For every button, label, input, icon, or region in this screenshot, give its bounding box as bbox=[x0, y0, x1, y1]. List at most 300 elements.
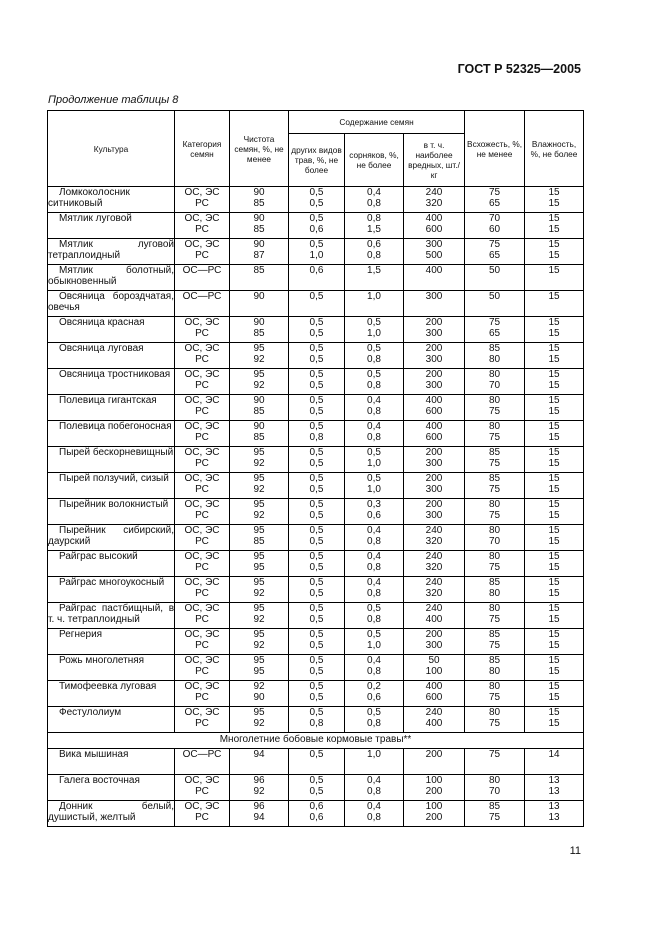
crop-name bbox=[48, 395, 175, 421]
weeds-cell-value: 0,4 bbox=[367, 775, 381, 786]
moisture-cell bbox=[525, 239, 584, 265]
category-cell bbox=[175, 707, 230, 733]
purity-cell-value: 95 bbox=[253, 473, 265, 484]
moisture-cell bbox=[525, 317, 584, 343]
weeds-cell-value: 0,4 bbox=[367, 577, 381, 588]
other-species-cell bbox=[289, 655, 345, 681]
other-species-cell bbox=[289, 265, 345, 291]
crop-name-text: Донник белый, душистый, желтый bbox=[48, 801, 174, 823]
weeds-cell bbox=[345, 749, 404, 775]
purity-cell-value: 92 bbox=[253, 786, 265, 797]
germination-cell-value: 70 bbox=[488, 536, 501, 547]
purity-cell-value: 95 bbox=[253, 551, 265, 562]
germination-cell-value: 80 bbox=[488, 681, 501, 692]
other-species-cell-value: 1,0 bbox=[309, 250, 324, 261]
crop-name bbox=[48, 707, 175, 733]
other-species-cell-value: 0,5 bbox=[309, 198, 324, 209]
moisture-cell-value: 13 bbox=[548, 801, 560, 812]
purity-cell bbox=[230, 395, 289, 421]
table-row bbox=[48, 551, 584, 577]
crop-name bbox=[48, 317, 175, 343]
moisture-cell-value: 15 bbox=[548, 692, 560, 703]
moisture-cell-value: 15 bbox=[548, 718, 560, 729]
weeds-cell bbox=[345, 369, 404, 395]
other-species-cell bbox=[289, 187, 345, 213]
other-species-cell bbox=[289, 213, 345, 239]
weeds-cell-value: 0,3 bbox=[367, 499, 381, 510]
harmful-cell bbox=[404, 525, 465, 551]
germination-cell-value: 70 bbox=[488, 213, 501, 224]
other-species-cell-value: 0,6 bbox=[309, 801, 324, 812]
table-row bbox=[48, 749, 584, 775]
document-code: ГОСТ Р 52325—2005 bbox=[457, 62, 581, 76]
purity-cell bbox=[230, 577, 289, 603]
category-cell-value: ОС, ЭС bbox=[184, 629, 220, 640]
table-row bbox=[48, 577, 584, 603]
harmful-cell-value: 240 bbox=[425, 707, 443, 718]
category-cell-value: ОС, ЭС bbox=[184, 577, 220, 588]
crop-name-text: Пырейник волокнистый bbox=[59, 499, 169, 510]
weeds-cell-value: 0,5 bbox=[367, 343, 381, 354]
purity-cell-value: 87 bbox=[253, 250, 265, 261]
header-other-species: других видов трав, %, не более bbox=[289, 134, 345, 187]
crop-name-text: Пырей бескорневищный bbox=[59, 447, 174, 458]
other-species-cell-value: 0,5 bbox=[309, 380, 324, 391]
weeds-cell bbox=[345, 707, 404, 733]
weeds-cell-value: 0,5 bbox=[367, 603, 381, 614]
harmful-cell bbox=[404, 603, 465, 629]
moisture-cell-value: 15 bbox=[548, 681, 560, 692]
harmful-cell-value: 200 bbox=[425, 369, 443, 380]
harmful-cell bbox=[404, 395, 465, 421]
crop-name-text: Пырейник сибирский, даурский bbox=[48, 525, 174, 547]
weeds-cell-value: 1,0 bbox=[367, 291, 381, 302]
harmful-cell bbox=[404, 421, 465, 447]
purity-cell-value: 95 bbox=[253, 707, 265, 718]
category-cell-value: РС bbox=[195, 406, 209, 417]
moisture-cell bbox=[525, 395, 584, 421]
purity-cell-value: 95 bbox=[253, 369, 265, 380]
category-cell-value: РС bbox=[195, 328, 209, 339]
weeds-cell-value: 1,0 bbox=[367, 328, 381, 339]
purity-cell-value: 96 bbox=[253, 801, 265, 812]
moisture-cell-value: 15 bbox=[548, 499, 560, 510]
weeds-cell-value: 0,6 bbox=[367, 510, 381, 521]
moisture-cell-value: 15 bbox=[548, 343, 560, 354]
moisture-cell-value: 15 bbox=[548, 640, 560, 651]
harmful-cell bbox=[404, 343, 465, 369]
category-cell-value: РС bbox=[195, 380, 209, 391]
table-body-grasses bbox=[48, 187, 584, 733]
crop-name-text: Фестулолиум bbox=[59, 707, 122, 718]
weeds-cell-value: 0,8 bbox=[367, 614, 381, 625]
harmful-cell-value: 400 bbox=[425, 681, 443, 692]
purity-cell bbox=[230, 369, 289, 395]
germination-cell-value: 70 bbox=[488, 380, 501, 391]
crop-name-text: Райграс многоукосный bbox=[59, 577, 165, 588]
other-species-cell-value: 0,5 bbox=[309, 291, 324, 302]
category-cell bbox=[175, 603, 230, 629]
category-cell-value: ОС, ЭС bbox=[184, 343, 220, 354]
germination-cell-value: 85 bbox=[488, 655, 501, 666]
category-cell-value: РС bbox=[195, 250, 209, 261]
other-species-cell-value: 0,5 bbox=[309, 343, 324, 354]
other-species-cell-value: 0,5 bbox=[309, 328, 324, 339]
moisture-cell bbox=[525, 525, 584, 551]
table-row bbox=[48, 603, 584, 629]
germination-cell-value: 80 bbox=[488, 603, 501, 614]
category-cell bbox=[175, 291, 230, 317]
germination-cell-value: 80 bbox=[488, 525, 501, 536]
harmful-cell-value: 320 bbox=[425, 198, 443, 209]
weeds-cell-value: 0,8 bbox=[367, 536, 381, 547]
category-cell-value: РС bbox=[195, 198, 209, 209]
harmful-cell bbox=[404, 473, 465, 499]
harmful-cell-value: 320 bbox=[425, 536, 443, 547]
weeds-cell-value: 1,0 bbox=[367, 749, 381, 760]
purity-cell-value: 92 bbox=[253, 354, 265, 365]
germination-cell-value: 80 bbox=[488, 499, 501, 510]
purity-cell-value: 90 bbox=[253, 692, 265, 703]
germination-cell-value: 75 bbox=[488, 432, 501, 443]
category-cell-value: РС bbox=[195, 588, 209, 599]
category-cell bbox=[175, 421, 230, 447]
other-species-cell-value: 0,5 bbox=[309, 395, 324, 406]
weeds-cell bbox=[345, 421, 404, 447]
weeds-cell-value: 1,0 bbox=[367, 458, 381, 469]
purity-cell-value: 95 bbox=[253, 655, 265, 666]
weeds-cell-value: 0,8 bbox=[367, 588, 381, 599]
section-header: Многолетние бобовые кормовые травы** bbox=[48, 733, 584, 749]
crop-name-text: Овсяница красная bbox=[59, 317, 145, 328]
weeds-cell bbox=[345, 655, 404, 681]
moisture-cell-value: 15 bbox=[548, 213, 560, 224]
purity-cell-value: 95 bbox=[253, 525, 265, 536]
weeds-cell-value: 0,4 bbox=[367, 551, 381, 562]
moisture-cell bbox=[525, 655, 584, 681]
other-species-cell bbox=[289, 291, 345, 317]
other-species-cell-value: 0,8 bbox=[309, 432, 324, 443]
other-species-cell bbox=[289, 473, 345, 499]
purity-cell-value: 85 bbox=[253, 536, 265, 547]
germination-cell-value: 85 bbox=[488, 801, 501, 812]
category-cell-value: ОС—РС bbox=[182, 291, 222, 302]
crop-name bbox=[48, 239, 175, 265]
harmful-cell-value: 400 bbox=[425, 421, 443, 432]
harmful-cell-value: 200 bbox=[425, 447, 443, 458]
purity-cell-value: 92 bbox=[253, 510, 265, 521]
moisture-cell-value: 15 bbox=[548, 614, 560, 625]
moisture-cell bbox=[525, 629, 584, 655]
weeds-cell bbox=[345, 291, 404, 317]
other-species-cell-value: 0,5 bbox=[309, 317, 324, 328]
germination-cell-value: 75 bbox=[488, 510, 501, 521]
moisture-cell-value: 13 bbox=[548, 812, 560, 823]
category-cell bbox=[175, 801, 230, 827]
purity-cell bbox=[230, 187, 289, 213]
other-species-cell bbox=[289, 775, 345, 801]
harmful-cell-value: 240 bbox=[425, 603, 443, 614]
purity-cell-value: 90 bbox=[253, 239, 265, 250]
purity-cell-value: 95 bbox=[253, 577, 265, 588]
harmful-cell-value: 600 bbox=[425, 692, 443, 703]
moisture-cell bbox=[525, 291, 584, 317]
header-germination: Всхожесть, %, не менее bbox=[465, 111, 525, 187]
other-species-cell-value: 0,5 bbox=[309, 775, 324, 786]
category-cell-value: РС bbox=[195, 484, 209, 495]
purity-cell-value: 90 bbox=[253, 421, 265, 432]
harmful-cell bbox=[404, 265, 465, 291]
other-species-cell-value: 0,5 bbox=[309, 510, 324, 521]
purity-cell-value: 92 bbox=[253, 588, 265, 599]
purity-cell-value: 90 bbox=[253, 395, 265, 406]
germination-cell bbox=[465, 499, 525, 525]
other-species-cell-value: 0,5 bbox=[309, 525, 324, 536]
harmful-cell-value: 100 bbox=[425, 666, 443, 677]
moisture-cell bbox=[525, 681, 584, 707]
table-caption: Продолжение таблицы 8 bbox=[48, 94, 179, 106]
moisture-cell-value: 15 bbox=[548, 317, 560, 328]
germination-cell bbox=[465, 603, 525, 629]
category-cell bbox=[175, 265, 230, 291]
purity-cell-value: 90 bbox=[253, 187, 265, 198]
germination-cell-value: 85 bbox=[488, 577, 501, 588]
category-cell-value: ОС, ЭС bbox=[184, 421, 220, 432]
crop-name bbox=[48, 421, 175, 447]
table-row bbox=[48, 343, 584, 369]
category-cell-value: РС bbox=[195, 786, 209, 797]
moisture-cell-value: 15 bbox=[548, 369, 560, 380]
category-cell-value: ОС, ЭС bbox=[184, 369, 220, 380]
crop-name-text: Ломкоколосник ситниковый bbox=[48, 187, 130, 209]
table-row bbox=[48, 265, 584, 291]
purity-cell-value: 95 bbox=[253, 343, 265, 354]
weeds-cell bbox=[345, 801, 404, 827]
harmful-cell-value: 240 bbox=[425, 187, 443, 198]
harmful-cell-value: 300 bbox=[425, 328, 443, 339]
crop-name bbox=[48, 629, 175, 655]
category-cell-value: ОС, ЭС bbox=[184, 707, 220, 718]
germination-cell-value: 50 bbox=[488, 265, 501, 276]
category-cell bbox=[175, 681, 230, 707]
moisture-cell-value: 15 bbox=[548, 484, 560, 495]
other-species-cell bbox=[289, 317, 345, 343]
purity-cell-value: 92 bbox=[253, 614, 265, 625]
moisture-cell bbox=[525, 801, 584, 827]
category-cell-value: ОС, ЭС bbox=[184, 317, 220, 328]
header-category: Категория семян bbox=[175, 111, 230, 187]
category-cell-value: РС bbox=[195, 640, 209, 651]
category-cell bbox=[175, 629, 230, 655]
harmful-cell-value: 200 bbox=[425, 629, 443, 640]
other-species-cell bbox=[289, 629, 345, 655]
moisture-cell-value: 15 bbox=[548, 666, 560, 677]
harmful-cell bbox=[404, 801, 465, 827]
weeds-cell-value: 1,0 bbox=[367, 640, 381, 651]
crop-name-text: Регнерия bbox=[59, 629, 103, 640]
germination-cell bbox=[465, 681, 525, 707]
purity-cell-value: 85 bbox=[253, 224, 265, 235]
purity-cell-value: 92 bbox=[253, 718, 265, 729]
table-row bbox=[48, 629, 584, 655]
germination-cell-value: 65 bbox=[488, 198, 501, 209]
weeds-cell bbox=[345, 525, 404, 551]
other-species-cell-value: 0,5 bbox=[309, 629, 324, 640]
crop-name bbox=[48, 447, 175, 473]
header-purity: Чистота семян, %, не менее bbox=[230, 111, 289, 187]
weeds-cell-value: 0,4 bbox=[367, 421, 381, 432]
purity-cell bbox=[230, 655, 289, 681]
purity-cell-value: 95 bbox=[253, 666, 265, 677]
moisture-cell-value: 15 bbox=[548, 380, 560, 391]
germination-cell bbox=[465, 447, 525, 473]
moisture-cell bbox=[525, 213, 584, 239]
other-species-cell bbox=[289, 447, 345, 473]
germination-cell bbox=[465, 421, 525, 447]
category-cell-value: ОС, ЭС bbox=[184, 551, 220, 562]
table-row bbox=[48, 707, 584, 733]
category-cell-value: ОС, ЭС bbox=[184, 239, 220, 250]
purity-cell bbox=[230, 317, 289, 343]
crop-name bbox=[48, 343, 175, 369]
germination-cell-value: 80 bbox=[488, 369, 501, 380]
table-row bbox=[48, 801, 584, 827]
header-moisture: Влажность, %, не более bbox=[525, 111, 584, 187]
category-cell bbox=[175, 239, 230, 265]
weeds-cell-value: 0,4 bbox=[367, 395, 381, 406]
category-cell-value: ОС, ЭС bbox=[184, 187, 220, 198]
category-cell bbox=[175, 343, 230, 369]
category-cell-value: РС bbox=[195, 458, 209, 469]
crop-name-text: Овсяница луговая bbox=[59, 343, 144, 354]
harmful-cell-value: 200 bbox=[425, 499, 443, 510]
germination-cell bbox=[465, 775, 525, 801]
other-species-cell-value: 0,5 bbox=[309, 499, 324, 510]
germination-cell-value: 75 bbox=[488, 749, 501, 760]
table-section bbox=[48, 733, 584, 749]
moisture-cell-value: 15 bbox=[548, 551, 560, 562]
weeds-cell bbox=[345, 551, 404, 577]
germination-cell bbox=[465, 317, 525, 343]
weeds-cell bbox=[345, 239, 404, 265]
harmful-cell-value: 600 bbox=[425, 406, 443, 417]
category-cell-value: ОС, ЭС bbox=[184, 775, 220, 786]
germination-cell-value: 85 bbox=[488, 629, 501, 640]
weeds-cell bbox=[345, 213, 404, 239]
weeds-cell-value: 0,8 bbox=[367, 380, 381, 391]
germination-cell bbox=[465, 629, 525, 655]
purity-cell bbox=[230, 499, 289, 525]
other-species-cell-value: 0,5 bbox=[309, 458, 324, 469]
category-cell-value: РС bbox=[195, 614, 209, 625]
purity-cell bbox=[230, 551, 289, 577]
germination-cell bbox=[465, 525, 525, 551]
moisture-cell bbox=[525, 421, 584, 447]
category-cell-value: РС bbox=[195, 432, 209, 443]
other-species-cell-value: 0,5 bbox=[309, 603, 324, 614]
moisture-cell-value: 15 bbox=[548, 198, 560, 209]
germination-cell-value: 65 bbox=[488, 328, 501, 339]
moisture-cell bbox=[525, 749, 584, 775]
crop-name-text: Рожь многолетняя bbox=[59, 655, 145, 666]
table-row bbox=[48, 291, 584, 317]
category-cell bbox=[175, 775, 230, 801]
crop-name-text: Мятлик болотный, обыкновенный bbox=[48, 265, 174, 287]
purity-cell-value: 95 bbox=[253, 603, 265, 614]
weeds-cell-value: 0,8 bbox=[367, 812, 381, 823]
moisture-cell-value: 15 bbox=[548, 291, 560, 302]
weeds-cell bbox=[345, 187, 404, 213]
other-species-cell-value: 0,5 bbox=[309, 577, 324, 588]
table-row bbox=[48, 473, 584, 499]
moisture-cell bbox=[525, 369, 584, 395]
harmful-cell-value: 320 bbox=[425, 588, 443, 599]
moisture-cell-value: 13 bbox=[548, 775, 560, 786]
moisture-cell-value: 15 bbox=[548, 562, 560, 573]
germination-cell-value: 75 bbox=[488, 614, 501, 625]
weeds-cell bbox=[345, 629, 404, 655]
category-cell bbox=[175, 525, 230, 551]
purity-cell-value: 92 bbox=[253, 681, 265, 692]
germination-cell bbox=[465, 187, 525, 213]
moisture-cell bbox=[525, 551, 584, 577]
purity-cell-value: 94 bbox=[253, 749, 265, 760]
weeds-cell-value: 0,4 bbox=[367, 801, 381, 812]
other-species-cell bbox=[289, 801, 345, 827]
moisture-cell-value: 15 bbox=[548, 629, 560, 640]
harmful-cell-value: 300 bbox=[425, 291, 443, 302]
moisture-cell-value: 15 bbox=[548, 577, 560, 588]
moisture-cell-value: 15 bbox=[548, 603, 560, 614]
germination-cell-value: 80 bbox=[488, 354, 501, 365]
harmful-cell bbox=[404, 629, 465, 655]
category-cell bbox=[175, 577, 230, 603]
category-cell-value: ОС, ЭС bbox=[184, 681, 220, 692]
weeds-cell bbox=[345, 499, 404, 525]
germination-cell-value: 80 bbox=[488, 775, 501, 786]
harmful-cell bbox=[404, 291, 465, 317]
crop-name bbox=[48, 291, 175, 317]
crop-name bbox=[48, 473, 175, 499]
weeds-cell-value: 0,8 bbox=[367, 666, 381, 677]
crop-name-text: Райграс пастбищный, в т. ч. тетраплоидный bbox=[48, 603, 174, 625]
crop-name-text: Пырей ползучий, сизый bbox=[59, 473, 169, 484]
header-culture: Культура bbox=[48, 111, 175, 187]
harmful-cell-value: 200 bbox=[425, 786, 443, 797]
weeds-cell-value: 0,8 bbox=[367, 786, 381, 797]
germination-cell bbox=[465, 655, 525, 681]
germination-cell bbox=[465, 801, 525, 827]
crop-name bbox=[48, 577, 175, 603]
crop-name-text: Вика мышиная bbox=[59, 749, 129, 760]
moisture-cell-value: 15 bbox=[548, 525, 560, 536]
purity-cell-value: 94 bbox=[253, 812, 265, 823]
table-row bbox=[48, 775, 584, 801]
other-species-cell-value: 0,5 bbox=[309, 239, 324, 250]
harmful-cell-value: 100 bbox=[425, 775, 443, 786]
weeds-cell-value: 0,6 bbox=[367, 239, 381, 250]
crop-name bbox=[48, 265, 175, 291]
other-species-cell-value: 0,5 bbox=[309, 749, 324, 760]
germination-cell bbox=[465, 343, 525, 369]
crop-name bbox=[48, 499, 175, 525]
moisture-cell-value: 15 bbox=[548, 458, 560, 469]
weeds-cell-value: 0,8 bbox=[367, 406, 381, 417]
crop-name-text: Мятлик луговой bbox=[59, 213, 132, 224]
purity-cell bbox=[230, 265, 289, 291]
other-species-cell-value: 0,5 bbox=[309, 588, 324, 599]
moisture-cell bbox=[525, 187, 584, 213]
